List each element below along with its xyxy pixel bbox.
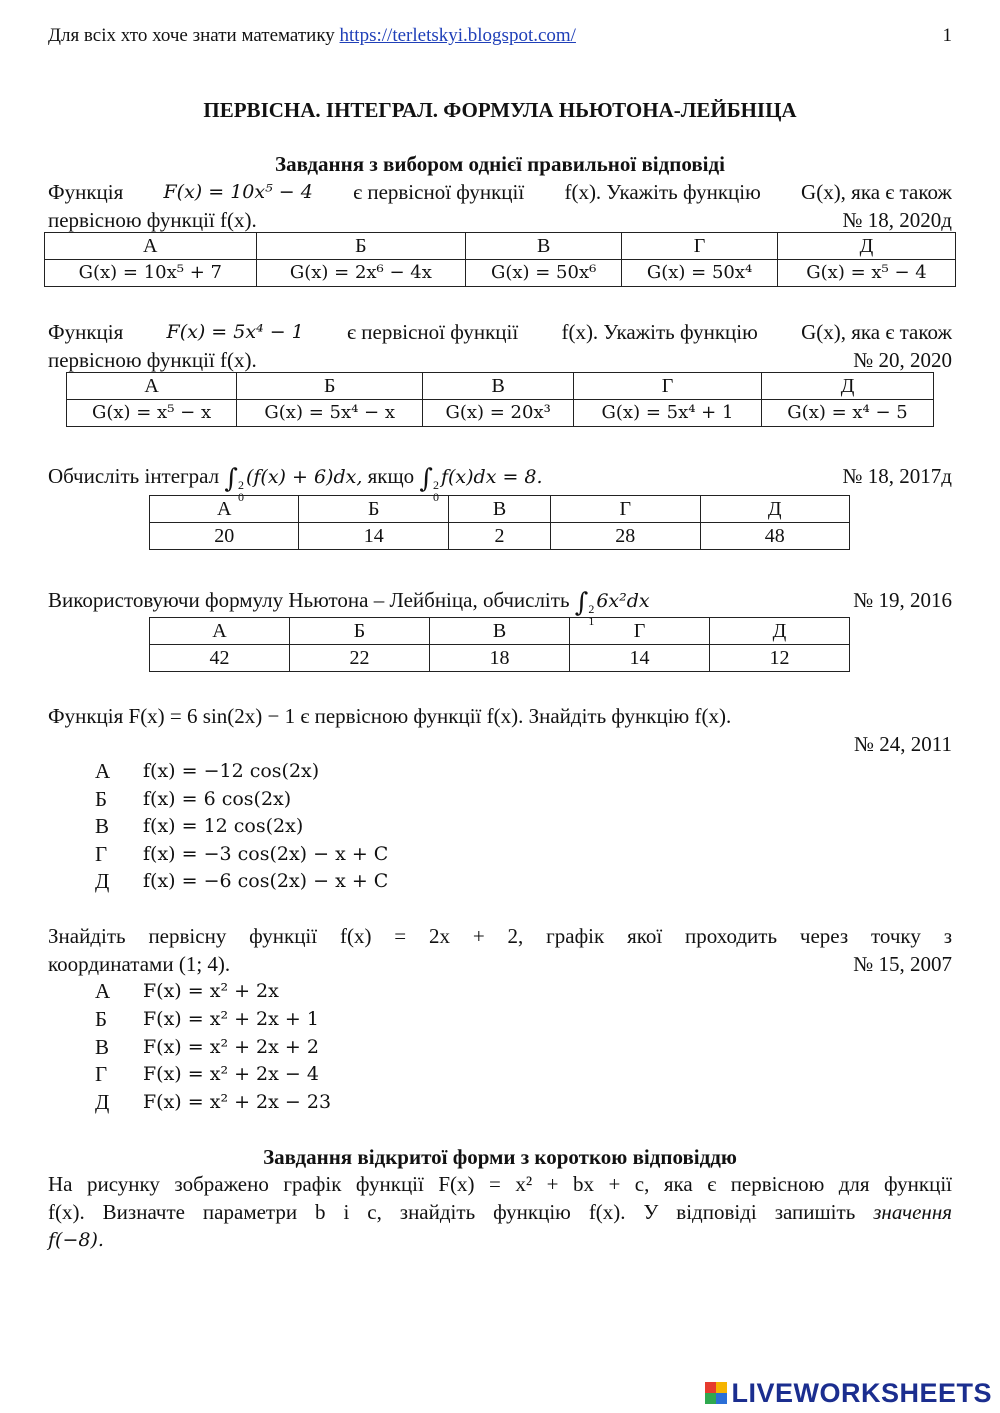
option-formula: f(x) = 6 cos(2x) [143,788,292,810]
answer-letter: Г [622,233,778,260]
open-task-statement [48,1170,952,1254]
answer-letter: Д [700,496,850,523]
option-formula: f(x) = −12 cos(2x) [143,760,320,782]
answer-cell[interactable]: 22 [290,645,430,672]
page-title: ПЕРВІСНА. ІНТЕГРАЛ. ФОРМУЛА НЬЮТОНА-ЛЕЙБНІЦА [203,98,797,122]
open-task-line-1: На рисунку зображено графік функції F(x) = x² + bx + c, яка є первісною для функції [48,1172,952,1196]
task-6-line-2 [48,950,952,978]
answer-letter: Д [710,618,850,645]
upper-limit: 2 [432,478,439,492]
liveworksheets-logo [705,1379,992,1407]
task-2-source: № 20, 2020 [853,348,952,372]
open-task-line-3: f(−8). [48,1229,104,1251]
table-row [150,645,850,672]
option-row[interactable] [95,1088,331,1116]
integral-sign-icon: ∫ [224,464,238,494]
answer-letter: А [67,373,237,400]
option-letter: А [95,979,111,1003]
answer-letter: В [430,618,570,645]
page-number: 1 [942,25,952,46]
answer-cell[interactable]: G(x) = 10x⁵ + 7 [45,260,257,287]
answer-cell[interactable]: G(x) = 20x³ [423,400,574,427]
table-row [67,400,934,427]
table-row [45,233,956,260]
option-formula: F(x) = x² + 2x − 4 [143,1063,319,1085]
answer-cell[interactable]: 2 [448,523,550,550]
table-row [150,618,850,645]
task-4-source: № 19, 2016 [853,588,952,612]
option-row[interactable] [95,785,291,813]
answer-letter: В [448,496,550,523]
option-row[interactable] [95,812,303,840]
option-formula: f(x) = −3 cos(2x) − x + C [143,843,389,865]
answer-letter: Б [237,373,423,400]
option-letter: Д [95,869,110,893]
option-letter: Г [95,842,108,866]
answer-cell[interactable]: 48 [700,523,850,550]
answer-letter: Б [299,496,448,523]
task-1-line-1 [48,178,952,206]
table-row [150,523,850,550]
task-2-line-2 [48,346,952,374]
task-2-function: F(x) = 5x⁴ − 1 [166,321,304,343]
task-1-function: F(x) = 10x⁵ − 4 [163,181,313,203]
answer-cell[interactable]: G(x) = 5x⁴ + 1 [573,400,761,427]
task-3-text-a: Обчисліть інтеграл [48,464,220,488]
task-1-source: № 18, 2020д [842,208,952,232]
option-letter: Б [95,787,108,811]
answer-cell[interactable]: 18 [430,645,570,672]
task-1-answer-table [44,232,956,287]
logo-text: LIVEWORKSHEETS [731,1378,992,1408]
answer-letter: А [150,618,290,645]
option-letter: В [95,814,110,838]
option-formula: F(x) = x² + 2x − 23 [143,1091,332,1113]
open-task-text-2: f(x). Визначте параметри b і c, знайдіть функцію f(x). У відповіді запишіть [48,1200,856,1224]
task-6-line-1: Знайдіть первісну функції f(x) = 2x + 2, графік якої проходить через точку з [48,924,952,948]
option-letter: Д [95,1090,110,1114]
open-task-emphasis: значення [873,1200,953,1224]
task-3-answer-table [149,495,850,550]
lower-limit: 0 [237,490,244,504]
logo-grid-icon [705,1382,727,1404]
option-row[interactable] [95,757,319,785]
answer-letter: В [466,233,622,260]
task-2-text-2: первісною функції f(x). [48,348,257,372]
task-5-text: Функція F(x) = 6 sin(2x) − 1 є первісною функції f(x). Знайдіть функцію f(x). [48,704,732,728]
section-title-open-answer: Завдання відкритої форми з короткою відповіддю [263,1145,737,1169]
task-2-answer-table [66,372,934,427]
answer-letter: В [423,373,574,400]
open-task-line-2 [48,1198,952,1226]
answer-letter: Б [256,233,466,260]
section-title-multiple-choice: Завдання з вибором однієї правильної відповіді [275,152,725,176]
option-row[interactable] [95,867,388,895]
page-header [48,22,952,50]
integrand: f(x)dx = 8. [440,466,543,488]
task-6-source: № 15, 2007 [853,952,952,976]
option-formula: F(x) = x² + 2x [143,980,279,1002]
task-5-source: № 24, 2011 [853,732,952,756]
answer-letter: Д [762,373,934,400]
option-letter: Б [95,1007,108,1031]
answer-letter: Г [573,373,761,400]
answer-cell[interactable]: 28 [551,523,700,550]
header-caption: Для всіх хто хоче знати математику [48,25,335,46]
table-row [67,373,934,400]
task-4-answer-table [149,614,850,672]
task-1-text-d: G(x), яка є також [801,180,952,204]
task-2-statement [48,318,952,374]
option-formula: f(x) = −6 cos(2x) − x + C [143,870,389,892]
answer-letter: Б [290,618,430,645]
upper-limit: 2 [588,602,595,616]
option-row[interactable] [95,840,388,868]
answer-cell[interactable]: G(x) = x⁴ − 5 [762,400,934,427]
table-row [45,260,956,287]
integrand: (f(x) + 6)dx, [245,466,363,488]
option-row[interactable] [95,1005,319,1033]
answer-cell[interactable]: G(x) = x⁵ − x [67,400,237,427]
answer-cell[interactable]: G(x) = 50x⁴ [622,260,778,287]
answer-letter: А [150,496,299,523]
answer-cell[interactable]: G(x) = 5x⁴ − x [237,400,423,427]
blog-link[interactable]: https://terletskyi.blogspot.com/ [339,25,576,46]
task-3-source: № 18, 2017д [842,464,952,488]
lower-limit: 0 [432,490,439,504]
answer-cell[interactable]: G(x) = 50x⁶ [466,260,622,287]
task-1-text-2: первісною функції f(x). [48,208,257,232]
option-row[interactable] [95,1060,319,1088]
option-row[interactable] [95,1033,319,1061]
answer-cell[interactable]: G(x) = 2x⁶ − 4x [256,260,466,287]
answer-letter: Д [777,233,955,260]
task-4-text-a: Використовуючи формулу Ньютона – Лейбніца, обчисліть [48,588,570,612]
option-formula: F(x) = x² + 2x + 2 [143,1036,319,1058]
option-letter: В [95,1035,110,1059]
task-2-text-c: f(x). Укажіть функцію [561,320,758,344]
table-row [150,496,850,523]
upper-limit: 2 [237,478,244,492]
task-2-line-1 [48,318,952,346]
answer-cell[interactable]: 14 [570,645,710,672]
task-1-text-c: f(x). Укажіть функцію [564,180,761,204]
option-formula: f(x) = 12 cos(2x) [143,815,304,837]
integral-sign-icon: ∫ [574,588,589,618]
task-3-text-b: якщо [367,464,415,488]
answer-cell[interactable]: G(x) = x⁵ − 4 [777,260,955,287]
option-row[interactable] [95,977,279,1005]
answer-cell[interactable]: 42 [150,645,290,672]
task-6-text-2: координатами (1; 4). [48,952,231,976]
task-1-text-b: є первісної функції [353,180,525,204]
task-1-statement [48,178,952,234]
answer-cell[interactable]: 12 [710,645,850,672]
option-letter: Г [95,1062,108,1086]
header-text [48,22,576,50]
task-6-statement [48,922,952,978]
integrand: 6x²dx [596,590,650,612]
answer-letter: Г [551,496,700,523]
answer-cell[interactable]: 14 [299,523,448,550]
answer-letter: А [45,233,257,260]
task-2-text-d: G(x), яка є також [801,320,952,344]
option-letter: А [95,759,111,783]
answer-letter: Г [570,618,710,645]
task-1-line-2 [48,206,952,234]
answer-cell[interactable]: 20 [150,523,299,550]
task-5-statement [48,702,952,758]
task-2-text-b: є первісної функції [347,320,519,344]
lower-limit: 1 [588,614,595,628]
task-1-word: Функція [48,180,124,204]
task-2-word: Функція [48,320,124,344]
option-formula: F(x) = x² + 2x + 1 [143,1008,319,1030]
integral-sign-icon: ∫ [419,464,433,494]
